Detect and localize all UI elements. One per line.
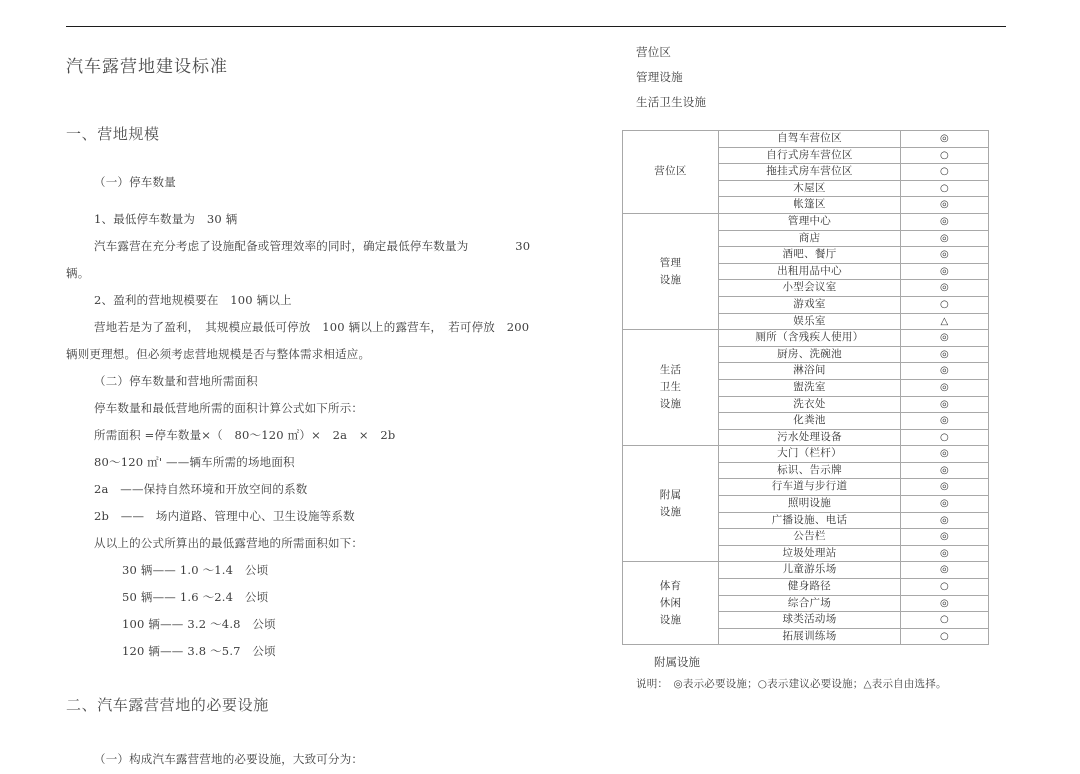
facility-name-cell: 小型会议室 (719, 280, 901, 297)
facility-name-cell: 木屋区 (719, 180, 901, 197)
facility-group-label: 管理 设施 (623, 213, 719, 329)
formula-def-area: 80～120 ㎡' ——辆车所需的场地面积 (94, 455, 295, 469)
facility-symbol-cell: ◎ (901, 263, 989, 280)
facility-symbol-cell: ◎ (901, 247, 989, 264)
page-title: 汽车露营地建设标准 (66, 57, 228, 77)
facility-symbol-cell: ◎ (901, 379, 989, 396)
facility-name-cell: 自驾车营位区 (719, 131, 901, 148)
subsection-2-1-title: （一）构成汽车露营营地的必要设施，大致可分为： (94, 752, 364, 766)
category-item-1: 管理设施 (636, 70, 683, 84)
item-2-body-line2: 辆则更理想。但必须考虑营地规模是否与整体需求相适应。 (66, 347, 371, 361)
facility-name-cell: 淋浴间 (719, 363, 901, 380)
facility-name-cell: 厨房、洗碗池 (719, 346, 901, 363)
facility-name-cell: 商店 (719, 230, 901, 247)
facility-symbol-cell: ◎ (901, 330, 989, 347)
facility-name-cell: 广播设施、电话 (719, 512, 901, 529)
facility-symbol-cell: ○ (901, 147, 989, 164)
facility-table-body (623, 131, 989, 645)
subsection-1-1-title: （一）停车数量 (94, 175, 176, 189)
result-row-2: 100 辆—— 3.2 ～4.8 公顷 (122, 617, 276, 631)
header-rule (66, 26, 1006, 27)
facility-name-cell: 游戏室 (719, 296, 901, 313)
facility-name-cell: 垃圾处理站 (719, 545, 901, 562)
item-1-title: 1、最低停车数量为 30 辆 (94, 212, 238, 226)
area-formula: 所需面积 =停车数量×（ 80～120 ㎡）× 2a × 2b (94, 428, 396, 442)
facility-symbol-cell: ○ (901, 296, 989, 313)
category-item-2: 生活卫生设施 (636, 95, 707, 109)
facility-symbol-cell: ◎ (901, 396, 989, 413)
facility-group-label: 体育 休闲 设施 (623, 562, 719, 645)
facility-symbol-cell: ◎ (901, 529, 989, 546)
facility-symbol-cell: ◎ (901, 545, 989, 562)
formula-def-2a: 2a ——保持自然环境和开放空间的系数 (94, 482, 308, 496)
section-heading-1: 一、营地规模 (66, 125, 160, 143)
facility-name-cell: 自行式房车营位区 (719, 147, 901, 164)
facility-name-cell: 化粪池 (719, 413, 901, 430)
facility-name-cell: 帐篷区 (719, 197, 901, 214)
facility-symbol-cell: ◎ (901, 413, 989, 430)
left-text-column (66, 52, 596, 774)
facility-name-cell: 拓展训练场 (719, 628, 901, 645)
facility-group-label: 生活 卫生 设施 (623, 330, 719, 446)
facility-name-cell: 健身路径 (719, 579, 901, 596)
item-2-body-line1: 营地若是为了盈利， 其规模应最低可停放 100 辆以上的露营车， 若可停放 200 (94, 320, 530, 334)
facility-name-cell: 公告栏 (719, 529, 901, 546)
facility-symbol-cell: ◎ (901, 131, 989, 148)
formula-def-2b: 2b —— 场内道路、管理中心、卫生设施等系数 (94, 509, 355, 523)
facility-group-label: 附属 设施 (623, 446, 719, 562)
formula-intro: 停车数量和最低营地所需的面积计算公式如下所示： (94, 401, 364, 415)
facility-symbol-cell: ○ (901, 164, 989, 181)
facility-symbol-cell: ○ (901, 579, 989, 596)
facility-name-cell: 娱乐室 (719, 313, 901, 330)
facility-symbol-cell: ◎ (901, 446, 989, 463)
result-row-3: 120 辆—— 3.8 ～5.7 公顷 (122, 644, 276, 658)
facility-symbol-cell: ◎ (901, 512, 989, 529)
facility-name-cell: 综合广场 (719, 595, 901, 612)
result-intro: 从以上的公式所算出的最低露营地的所需面积如下： (94, 536, 364, 550)
table-row (623, 330, 989, 347)
table-footer-label: 附属设施 (654, 655, 700, 669)
facility-name-cell: 管理中心 (719, 213, 901, 230)
facility-name-cell: 盥洗室 (719, 379, 901, 396)
facility-symbol-cell: ◎ (901, 479, 989, 496)
facility-symbol-cell: ○ (901, 628, 989, 645)
facility-symbol-cell: △ (901, 313, 989, 330)
facility-name-cell: 出租用品中心 (719, 263, 901, 280)
facility-name-cell: 酒吧、餐厅 (719, 247, 901, 264)
table-legend-note: 说明： ◎表示必要设施；○表示建议必要设施；△表示自由选择。 (636, 678, 947, 690)
result-row-1: 50 辆—— 1.6 ～2.4 公顷 (122, 590, 269, 604)
facility-symbol-cell: ◎ (901, 197, 989, 214)
facility-symbol-cell: ◎ (901, 595, 989, 612)
facility-symbol-cell: ○ (901, 612, 989, 629)
item-1-body-line1: 汽车露营在充分考虑了设施配备或管理效率的同时，确定最低停车数量为 30 (94, 239, 531, 253)
facility-symbol-cell: ○ (901, 180, 989, 197)
facility-name-cell: 行车道与步行道 (719, 479, 901, 496)
facility-name-cell: 标识、告示牌 (719, 462, 901, 479)
facility-symbol-cell: ◎ (901, 496, 989, 513)
facility-name-cell: 照明设施 (719, 496, 901, 513)
subsection-1-2-title: （二）停车数量和营地所需面积 (94, 374, 258, 388)
facility-name-cell: 厕所（含残疾人使用） (719, 330, 901, 347)
facility-symbol-cell: ◎ (901, 213, 989, 230)
result-row-0: 30 辆—— 1.0 ～1.4 公顷 (122, 563, 269, 577)
facility-name-cell: 球类活动场 (719, 612, 901, 629)
facility-name-cell: 污水处理设备 (719, 429, 901, 446)
section-heading-2: 二、汽车露营营地的必要设施 (66, 696, 269, 714)
table-footer (636, 651, 1016, 695)
facility-symbol-cell: ◎ (901, 462, 989, 479)
facility-group-label: 营位区 (623, 131, 719, 214)
table-row (623, 213, 989, 230)
category-item-0: 营位区 (636, 45, 672, 59)
item-2-title: 2、盈利的营地规模要在 100 辆以上 (94, 293, 292, 307)
facility-symbol-cell: ◎ (901, 363, 989, 380)
item-1-body-line2: 辆。 (66, 266, 90, 280)
facility-table (622, 130, 989, 645)
facility-symbol-cell: ◎ (901, 230, 989, 247)
facility-name-cell: 拖挂式房车营位区 (719, 164, 901, 181)
facility-name-cell: 儿童游乐场 (719, 562, 901, 579)
facility-symbol-cell: ○ (901, 429, 989, 446)
facility-symbol-cell: ◎ (901, 562, 989, 579)
facility-table-wrapper (622, 130, 988, 645)
facility-name-cell: 大门（栏杆） (719, 446, 901, 463)
facility-name-cell: 洗衣处 (719, 396, 901, 413)
table-row (623, 131, 989, 148)
right-category-list (636, 40, 1006, 115)
facility-symbol-cell: ◎ (901, 280, 989, 297)
facility-symbol-cell: ◎ (901, 346, 989, 363)
table-row (623, 446, 989, 463)
table-row (623, 562, 989, 579)
